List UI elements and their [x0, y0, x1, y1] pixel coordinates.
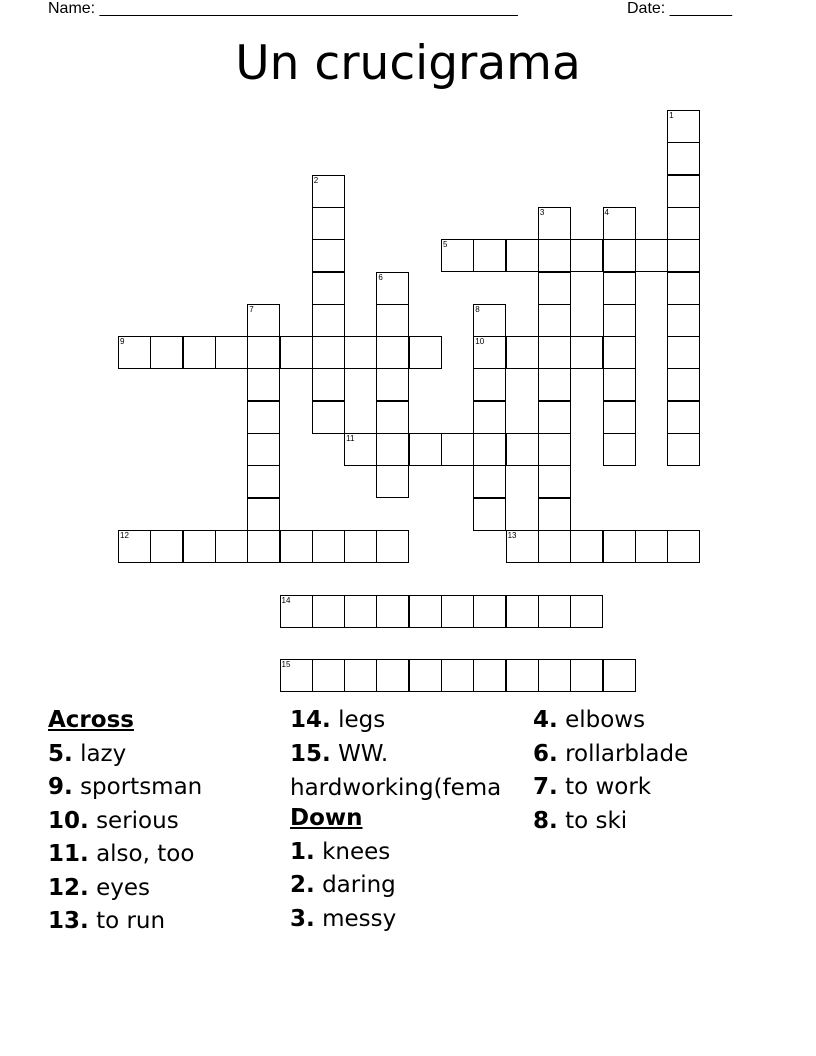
grid-cell[interactable]	[215, 336, 248, 369]
grid-cell[interactable]	[473, 465, 506, 498]
clue-across-9	[48, 771, 288, 805]
grid-cell[interactable]	[603, 659, 636, 692]
grid-cell[interactable]	[376, 336, 409, 369]
clue-text: to work	[565, 774, 652, 800]
grid-cell[interactable]	[570, 336, 603, 369]
grid-cell[interactable]	[312, 530, 345, 563]
grid-cell[interactable]	[570, 659, 603, 692]
clue-down-1	[290, 836, 530, 870]
grid-cell[interactable]	[376, 272, 409, 305]
grid-cell[interactable]	[344, 336, 377, 369]
clue-number: 10.	[48, 807, 89, 834]
grid-cell[interactable]	[183, 530, 216, 563]
grid-cell[interactable]	[376, 433, 409, 466]
grid-cell[interactable]	[312, 368, 345, 401]
clue-down-2	[290, 869, 530, 903]
grid-cell[interactable]	[667, 304, 700, 337]
across-heading: Across	[48, 707, 134, 733]
clue-number: 8.	[533, 807, 558, 834]
grid-cell[interactable]	[312, 595, 345, 628]
clue-text: to ski	[565, 807, 628, 834]
grid-cell[interactable]	[603, 336, 636, 369]
grid-cell[interactable]	[280, 659, 313, 692]
grid-cell[interactable]	[473, 595, 506, 628]
clue-text: WW.	[338, 740, 389, 767]
grid-cell[interactable]	[441, 595, 474, 628]
grid-cell[interactable]	[603, 239, 636, 272]
clue-text: also, too	[96, 841, 195, 867]
clue-across-15-continuation: hardworking(fema	[290, 775, 502, 801]
cell-number: 15	[281, 660, 291, 670]
clue-number: 9.	[48, 774, 73, 800]
grid-cell[interactable]	[344, 595, 377, 628]
clue-across-12	[48, 872, 288, 906]
clue-number: 14.	[290, 707, 331, 733]
grid-cell[interactable]	[344, 659, 377, 692]
grid-cell[interactable]	[603, 272, 636, 305]
grid-cell[interactable]	[312, 175, 345, 208]
clue-text: lazy	[80, 740, 127, 767]
grid-cell[interactable]	[118, 336, 151, 369]
clue-text: to run	[96, 908, 166, 934]
grid-cell[interactable]	[667, 336, 700, 369]
clue-text: legs	[338, 707, 386, 733]
grid-cell[interactable]	[441, 659, 474, 692]
grid-cell[interactable]	[635, 530, 668, 563]
grid-cell[interactable]	[538, 207, 571, 240]
cell-number: 4	[604, 207, 609, 217]
grid-cell[interactable]	[667, 207, 700, 240]
grid-cell[interactable]	[506, 336, 539, 369]
clue-text: knees	[322, 838, 391, 865]
clue-across-15	[290, 738, 530, 772]
grid-cell[interactable]	[603, 304, 636, 337]
grid-cell[interactable]	[247, 433, 280, 466]
grid-cell[interactable]	[376, 530, 409, 563]
cell-number: 2	[313, 175, 319, 185]
grid-cell[interactable]	[409, 336, 442, 369]
grid-cell[interactable]	[150, 336, 183, 369]
grid-cell[interactable]	[506, 595, 539, 628]
clue-number: 7.	[533, 774, 558, 800]
grid-cell[interactable]	[376, 595, 409, 628]
grid-cell[interactable]	[312, 304, 345, 337]
grid-cell[interactable]	[441, 433, 474, 466]
grid-cell[interactable]	[538, 239, 571, 272]
grid-cell[interactable]	[280, 336, 313, 369]
grid-cell[interactable]	[473, 336, 506, 369]
grid-cell[interactable]	[473, 401, 506, 434]
clue-down-3	[290, 903, 530, 937]
cell-number: 12	[120, 530, 129, 540]
grid-cell[interactable]	[506, 239, 539, 272]
grid-cell[interactable]	[538, 433, 571, 466]
grid-cell[interactable]	[376, 304, 409, 337]
grid-cell[interactable]	[603, 433, 636, 466]
clue-number: 6.	[533, 740, 558, 767]
grid-cell[interactable]	[376, 465, 409, 498]
clue-text: rollarblade	[565, 740, 689, 767]
clue-down-7	[533, 771, 773, 805]
clue-number: 11.	[48, 841, 89, 867]
grid-cell[interactable]	[667, 433, 700, 466]
cell-number: 9	[120, 337, 125, 347]
clue-number: 3.	[290, 905, 315, 932]
grid-cell[interactable]	[667, 142, 700, 175]
grid-cell[interactable]	[215, 530, 248, 563]
grid-cell[interactable]	[473, 498, 506, 531]
grid-cell[interactable]	[538, 595, 571, 628]
grid-cell[interactable]	[506, 530, 539, 563]
grid-cell[interactable]	[538, 530, 571, 563]
grid-cell[interactable]	[247, 336, 280, 369]
grid-cell[interactable]	[312, 659, 345, 692]
grid-cell[interactable]	[344, 530, 377, 563]
grid-cell[interactable]	[667, 110, 700, 143]
grid-cell[interactable]	[118, 530, 151, 563]
grid-cell[interactable]	[247, 530, 280, 563]
cell-number: 7	[249, 304, 254, 314]
clue-number: 12.	[48, 874, 89, 901]
grid-cell[interactable]	[603, 530, 636, 563]
clue-number: 1.	[290, 838, 315, 865]
grid-cell[interactable]	[538, 336, 571, 369]
clue-across-10	[48, 805, 288, 839]
grid-cell[interactable]	[667, 530, 700, 563]
grid-cell[interactable]	[635, 239, 668, 272]
grid-cell[interactable]	[538, 272, 571, 305]
cell-number: 14	[281, 595, 291, 605]
clue-text: daring	[322, 872, 396, 898]
grid-cell[interactable]	[603, 207, 636, 240]
grid-cell[interactable]	[312, 272, 345, 305]
grid-cell[interactable]	[247, 304, 280, 337]
grid-cell[interactable]	[247, 465, 280, 498]
grid-cell[interactable]	[473, 239, 506, 272]
grid-cell[interactable]	[603, 401, 636, 434]
grid-cell[interactable]	[538, 659, 571, 692]
clue-down-4	[533, 704, 773, 738]
grid-cell[interactable]	[667, 401, 700, 434]
name-line: Name: _______________________________________________	[48, 0, 518, 17]
grid-cell[interactable]	[667, 239, 700, 272]
grid-cell[interactable]	[473, 659, 506, 692]
clue-number: 15.	[290, 740, 331, 767]
clue-text: serious	[96, 807, 179, 834]
grid-cell[interactable]	[247, 498, 280, 531]
grid-cell[interactable]	[538, 368, 571, 401]
clue-text: eyes	[96, 874, 150, 901]
clue-text: elbows	[565, 707, 646, 733]
grid-cell[interactable]	[603, 368, 636, 401]
clue-column-1	[48, 704, 288, 939]
grid-cell[interactable]	[344, 433, 377, 466]
cell-number: 8	[475, 304, 480, 314]
grid-cell[interactable]	[570, 530, 603, 563]
grid-cell[interactable]	[376, 401, 409, 434]
cell-number: 1	[669, 111, 674, 120]
grid-cell[interactable]	[409, 659, 442, 692]
clue-column-2	[290, 704, 530, 936]
grid-cell[interactable]	[538, 465, 571, 498]
grid-cell[interactable]	[376, 659, 409, 692]
clue-number: 13.	[48, 908, 89, 934]
clue-down-6	[533, 738, 773, 772]
clue-number: 5.	[48, 740, 73, 767]
grid-cell[interactable]	[538, 401, 571, 434]
grid-cell[interactable]	[247, 401, 280, 434]
clue-across-13	[48, 905, 288, 939]
clue-down-8	[533, 805, 773, 839]
grid-cell[interactable]	[570, 595, 603, 628]
clue-across-14	[290, 704, 530, 738]
grid-cell[interactable]	[312, 207, 345, 240]
grid-cell[interactable]	[409, 433, 442, 466]
clue-text: sportsman	[80, 774, 203, 800]
grid-cell[interactable]	[667, 272, 700, 305]
down-heading: Down	[290, 805, 363, 831]
grid-cell[interactable]	[473, 304, 506, 337]
grid-cell[interactable]	[150, 530, 183, 563]
grid-cell[interactable]	[280, 595, 313, 628]
cell-number: 5	[443, 240, 448, 250]
grid-cell[interactable]	[667, 368, 700, 401]
clue-across-11	[48, 838, 288, 872]
date-line: Date: _______	[627, 0, 732, 17]
grid-cell[interactable]	[247, 368, 280, 401]
grid-cell[interactable]	[409, 595, 442, 628]
clue-number: 2.	[290, 872, 315, 898]
grid-cell[interactable]	[667, 175, 700, 208]
grid-cell[interactable]	[570, 239, 603, 272]
grid-cell[interactable]	[538, 498, 571, 531]
clue-column-3	[533, 704, 773, 838]
page-title: Un crucigrama	[235, 36, 581, 91]
cell-number: 11	[346, 434, 355, 443]
grid-cell[interactable]	[538, 304, 571, 337]
cell-number: 6	[378, 272, 383, 282]
grid-cell[interactable]	[473, 433, 506, 466]
grid-cell[interactable]	[312, 336, 345, 369]
clue-across-5	[48, 738, 288, 772]
cell-number: 3	[539, 207, 545, 217]
grid-cell[interactable]	[183, 336, 216, 369]
grid-cell[interactable]	[312, 401, 345, 434]
grid-cell[interactable]	[506, 659, 539, 692]
cell-number: 10	[475, 337, 485, 347]
cell-number: 13	[507, 530, 517, 540]
grid-cell[interactable]	[280, 530, 313, 563]
grid-cell[interactable]	[506, 433, 539, 466]
clue-number: 4.	[533, 707, 558, 733]
grid-cell[interactable]	[312, 239, 345, 272]
grid-cell[interactable]	[473, 368, 506, 401]
clue-text: messy	[322, 905, 397, 932]
grid-cell[interactable]	[376, 368, 409, 401]
grid-cell[interactable]	[441, 239, 474, 272]
